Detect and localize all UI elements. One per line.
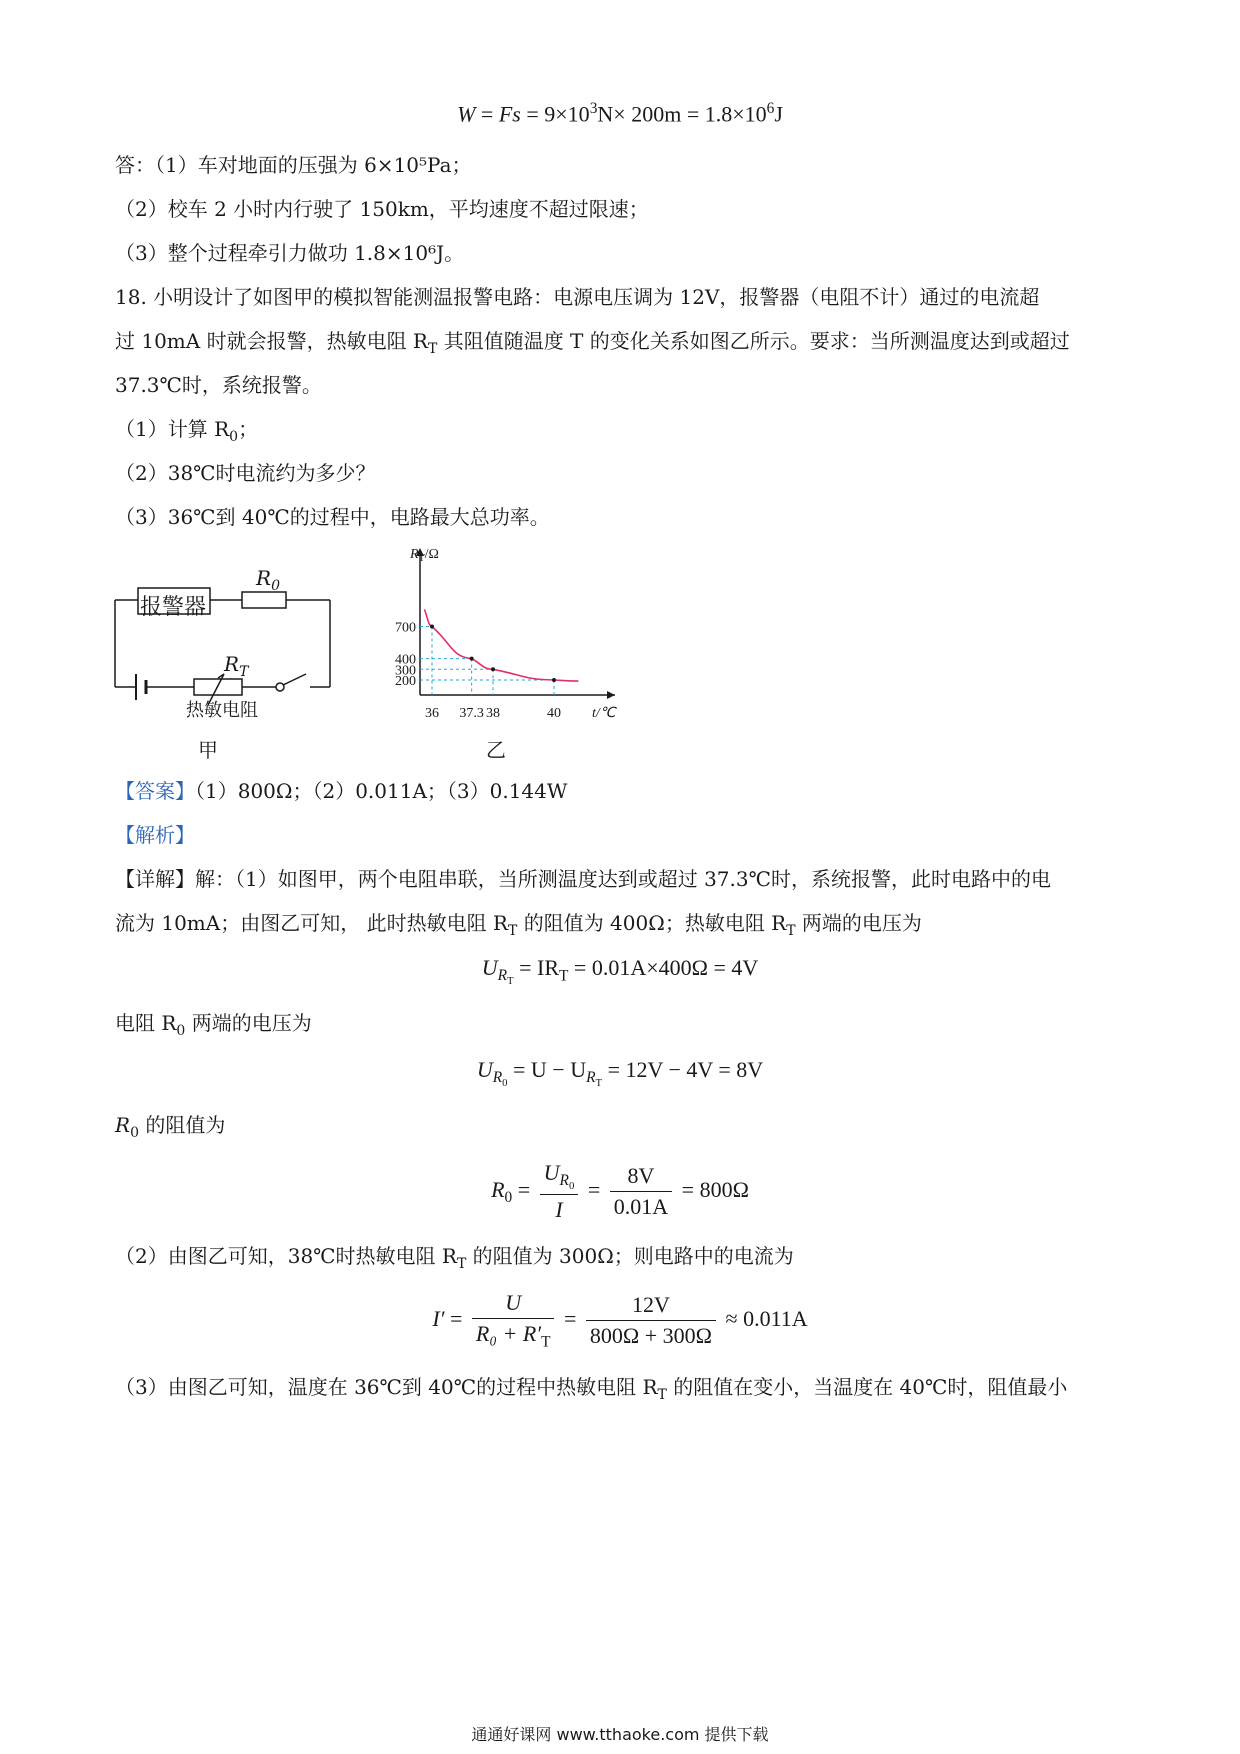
problem-line-1: 18. 小明设计了如图甲的模拟智能测温报警电路：电源电压调为 12V，报警器（电阻不计）通过的电流超 — [115, 285, 1040, 309]
figure-a-caption: 甲 — [198, 738, 218, 762]
y-tick-label: 300 — [395, 663, 416, 679]
r0-sub: 0 — [271, 578, 280, 594]
question-2: （2）38℃时电流约为多少？ — [115, 461, 376, 485]
rt-label — [224, 652, 248, 680]
distance-value: 200m — [631, 101, 682, 127]
eq2-end: = 12V − 4V = 8V — [602, 1057, 764, 1082]
formula-work: $W = Fs = 9\times 10^3N\times 200m = 1.8\times 10^6J$ — [457, 100, 783, 127]
detail-line-6-a: （3）由图乙可知，温度在 36℃到 40℃的过程中热敏电阻 R — [115, 1375, 658, 1399]
work-unit: J — [774, 101, 783, 127]
eq4-num2: 12V — [586, 1292, 716, 1321]
answer-line — [115, 778, 567, 804]
r0-symbol: R — [256, 566, 272, 590]
x-tick-label: 36 — [425, 706, 439, 721]
symbol-w: W — [457, 101, 476, 127]
detail-line-5 — [115, 1243, 794, 1277]
eq3-num2: 8V — [610, 1163, 672, 1192]
eq3-fraction-1: $\frac{U_{R_0}}{I}$ — [540, 1160, 579, 1223]
detail-line-3-b: 两端的电压为 — [185, 1011, 312, 1035]
detail-line-3-sub: 0 — [176, 1023, 186, 1039]
eq2-u-sub: R0 — [492, 1069, 508, 1090]
detail-line-4 — [115, 1112, 225, 1146]
page-footer: 通通好课网 www.tthaoke.com 提供下载 — [471, 1725, 769, 1744]
x-axis-label: t/℃ — [592, 706, 616, 721]
detail-line-1 — [115, 866, 1051, 892]
eq3-result: = 800Ω — [681, 1176, 749, 1202]
equation-1 — [0, 955, 1240, 987]
problem-line-2-sub: T — [428, 341, 438, 357]
x-tick-label: 40 — [547, 706, 561, 721]
symbol-fs: Fs — [498, 101, 521, 127]
eq1-u-sub: RT — [497, 967, 514, 988]
eq4-den1: $R_0 + R'_T$ — [475, 1321, 551, 1351]
eq4-num1: U — [472, 1290, 555, 1319]
eq4-fraction-2 — [586, 1292, 716, 1349]
detail-line-2-b: 的阻值为 400Ω；热敏电阻 R — [517, 911, 787, 935]
question-1-a: （1）计算 R — [115, 417, 230, 441]
data-point-1 — [470, 657, 474, 661]
problem-line-2-a: 过 10mA 时就会报警，热敏电阻 R — [115, 329, 428, 353]
r0-label — [256, 566, 280, 594]
eq3-num1: U — [543, 1160, 560, 1185]
eq4-result: ≈ 0.011A — [725, 1305, 808, 1331]
prev-answer-3: （3）整个过程牵引力做功 1.8×10⁶J。 — [115, 241, 465, 265]
work-value: = 1.8×10 — [686, 101, 767, 127]
eq3-den1: I — [555, 1197, 563, 1223]
problem-line-2 — [115, 328, 1070, 362]
eq1-mid: = IR — [519, 955, 560, 980]
detail-line-2-sub2: T — [786, 923, 796, 939]
detail-line-6-sub: T — [657, 1387, 667, 1403]
rt-sub: T — [239, 664, 249, 680]
analysis-tag: 【解析】 — [115, 823, 195, 847]
eq1-sub: T — [559, 967, 569, 985]
question-1-sub: 0 — [229, 429, 239, 445]
detail-line-2 — [115, 910, 922, 944]
detail-line-2-c: 两端的电压为 — [795, 911, 922, 935]
y-axis-label: $R_T/\Omega$ — [410, 547, 439, 564]
detail-line-6-b: 的阻值在变小，当温度在 40℃时，阻值最小 — [666, 1375, 1068, 1399]
alarm-label: 报警器 — [140, 595, 207, 620]
answer-text: （1）800Ω；（2）0.011A；（3）0.144W — [195, 779, 568, 803]
detail-line-1-text: 解：（1）如图甲，两个电阻串联，当所测温度达到或超过 37.3℃时，系统报警，此时电路中的电 — [195, 867, 1051, 891]
eq2-u: U — [476, 1057, 493, 1082]
detail-line-3-a: 电阻 R — [115, 1011, 177, 1035]
equation-4: I′ = $\frac{U}{R_0 + R'_T}$ = $\frac{12V}{800\Omega + 300\Omega}$ ≈ 0.011A — [432, 1290, 808, 1351]
eq2-sub: RT — [586, 1069, 603, 1090]
force-exponent: 3 — [589, 100, 598, 117]
prev-answer-2: （2）校车 2 小时内行驶了 150km，平均速度不超过限速； — [115, 197, 649, 221]
y-tick-label: 700 — [395, 620, 416, 636]
detail-line-4-a: R — [115, 1113, 131, 1137]
x-tick-label: 37.3 — [459, 706, 484, 721]
detail-line-5-a: （2）由图乙可知，38℃时热敏电阻 R — [115, 1244, 457, 1268]
problem-line-3: 37.3℃时，系统报警。 — [115, 373, 322, 397]
y-tick-label: 400 — [395, 652, 416, 668]
question-1 — [115, 416, 258, 450]
question-1-b: ； — [238, 417, 259, 441]
eq1-u: U — [481, 955, 498, 980]
prev-answer-1: 答：（1）车对地面的压强为 6×10⁵Pa； — [115, 153, 472, 177]
detail-line-4-sub: 0 — [130, 1125, 139, 1141]
data-point-3 — [552, 678, 556, 682]
equation-2 — [0, 1057, 1240, 1089]
y-tick-label: 200 — [395, 674, 416, 689]
detail-line-6 — [115, 1374, 1067, 1408]
eq2-mid: = U − U — [513, 1057, 587, 1082]
detail-line-2-a: 流为 10mA；由图乙可知， 此时热敏电阻 R — [115, 911, 508, 935]
rt-symbol: R — [224, 652, 240, 676]
problem-line-2-b: 其阻值随温度 T 的变化关系如图乙所示。要求：当所测温度达到或超过 — [437, 329, 1070, 353]
eq4-fraction-1 — [472, 1290, 555, 1351]
detail-line-2-sub: T — [508, 923, 518, 939]
x-axis-arrow — [607, 691, 615, 699]
data-point-0 — [430, 625, 434, 629]
detail-line-5-sub: T — [456, 1256, 467, 1272]
rt-temperature-graph — [360, 540, 630, 740]
question-3: （3）36℃到 40℃的过程中，电路最大总功率。 — [115, 505, 550, 529]
force-value: 9×10 — [544, 101, 590, 127]
force-unit: N× — [597, 101, 626, 127]
detail-line-3 — [115, 1010, 312, 1044]
rt-curve — [424, 609, 578, 681]
eq3-den2: 0.01A — [613, 1194, 669, 1220]
eq4-den2: 800Ω + 300Ω — [589, 1323, 713, 1349]
data-point-2 — [491, 667, 495, 671]
eq3-fraction-2 — [610, 1163, 672, 1220]
detail-line-4-b: 的阻值为 — [138, 1113, 226, 1137]
answer-tag: 【答案】 — [115, 779, 195, 803]
thermistor-label: 热敏电阻 — [186, 700, 258, 721]
detail-line-5-b: 的阻值为 300Ω；则电路中的电流为 — [466, 1244, 794, 1268]
x-tick-label: 38 — [486, 706, 500, 721]
equation-3: $R_0$ = $\frac{U_{R_0}}{I}$ = $\frac{8V}{0.01A}$ = 800Ω — [491, 1160, 749, 1223]
work-exponent: 6 — [766, 100, 775, 117]
figure-b-caption: 乙 — [486, 738, 506, 762]
eq1-end: = 0.01A×400Ω = 4V — [568, 955, 759, 980]
detail-tag: 【详解】 — [115, 867, 195, 891]
